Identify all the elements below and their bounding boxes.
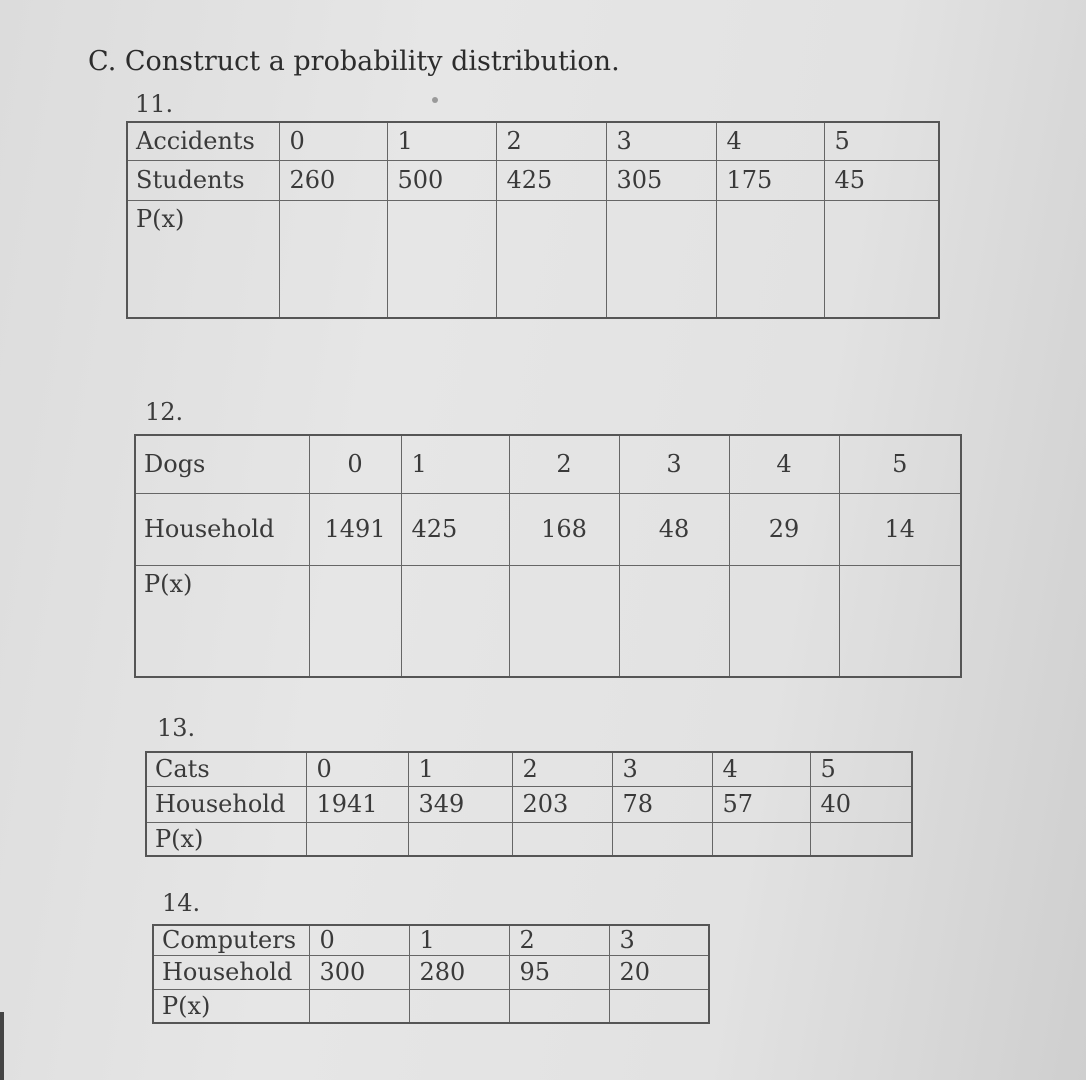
answer-cell[interactable] [309,565,401,677]
table-cell: 20 [609,955,709,989]
table-cell: 1 [401,435,509,493]
table-cell: 0 [306,752,408,786]
row-label: Cats [146,752,306,786]
table-cell: 300 [309,955,409,989]
row-label: Household [135,493,309,565]
table-cell: 203 [512,786,612,822]
answer-cell[interactable] [401,565,509,677]
answer-cell[interactable] [606,200,716,318]
row-label: P(x) [135,565,309,677]
answer-cell[interactable] [279,200,387,318]
table-cell: 29 [729,493,839,565]
problem-13-number: 13. [157,714,196,742]
table-row [135,435,961,493]
table-cell: 2 [512,752,612,786]
table-row [146,822,912,856]
table-cell: 3 [609,925,709,955]
answer-cell[interactable] [309,989,409,1023]
table-cell: 280 [409,955,509,989]
problem-11-number: 11. [135,90,174,118]
decorative-dot [432,97,438,103]
table-row [127,160,939,200]
table-cell: 0 [309,435,401,493]
table-cell: 4 [716,122,824,160]
table-row [153,989,709,1023]
table-cell: 95 [509,955,609,989]
row-label: P(x) [146,822,306,856]
table-cell: 5 [810,752,912,786]
answer-cell[interactable] [729,565,839,677]
table-cell: 2 [509,925,609,955]
row-label: Accidents [127,122,279,160]
problem-12-table [134,434,962,678]
answer-cell[interactable] [619,565,729,677]
row-label: Household [153,955,309,989]
table-cell: 40 [810,786,912,822]
table-cell: 425 [401,493,509,565]
table-cell: 1491 [309,493,401,565]
table-row [153,925,709,955]
table-row [135,493,961,565]
table-row [153,955,709,989]
answer-cell[interactable] [612,822,712,856]
table-cell: 1941 [306,786,408,822]
table-cell: 175 [716,160,824,200]
table-cell: 14 [839,493,961,565]
answer-cell[interactable] [712,822,810,856]
table-row [127,122,939,160]
answer-cell[interactable] [408,822,512,856]
table-cell: 3 [606,122,716,160]
table-cell: 305 [606,160,716,200]
answer-cell[interactable] [409,989,509,1023]
table-cell: 48 [619,493,729,565]
table-cell: 260 [279,160,387,200]
table-cell: 2 [509,435,619,493]
table-cell: 57 [712,786,810,822]
problem-14-table [152,924,710,1024]
table-row [127,200,939,318]
answer-cell[interactable] [810,822,912,856]
table-cell: 168 [509,493,619,565]
table-row [146,786,912,822]
answer-cell[interactable] [716,200,824,318]
row-label: Dogs [135,435,309,493]
answer-cell[interactable] [509,565,619,677]
answer-cell[interactable] [839,565,961,677]
answer-cell[interactable] [512,822,612,856]
table-cell: 1 [387,122,496,160]
table-row [146,752,912,786]
table-cell: 3 [612,752,712,786]
table-cell: 349 [408,786,512,822]
answer-cell[interactable] [496,200,606,318]
problem-11-table [126,121,940,319]
table-cell: 0 [279,122,387,160]
answer-cell[interactable] [306,822,408,856]
answer-cell[interactable] [387,200,496,318]
screen-edge-divider [0,1012,4,1080]
table-cell: 1 [409,925,509,955]
table-cell: 4 [712,752,810,786]
table-cell: 500 [387,160,496,200]
table-cell: 45 [824,160,939,200]
row-label: Household [146,786,306,822]
row-label: Students [127,160,279,200]
section-heading: C. Construct a probability distribution. [88,46,620,77]
table-row [135,565,961,677]
table-cell: 1 [408,752,512,786]
row-label: P(x) [127,200,279,318]
table-cell: 5 [839,435,961,493]
table-cell: 425 [496,160,606,200]
table-cell: 3 [619,435,729,493]
table-cell: 0 [309,925,409,955]
table-cell: 2 [496,122,606,160]
row-label: P(x) [153,989,309,1023]
problem-14-number: 14. [162,889,201,917]
problem-12-number: 12. [145,398,184,426]
table-cell: 78 [612,786,712,822]
answer-cell[interactable] [824,200,939,318]
problem-13-table [145,751,913,857]
table-cell: 5 [824,122,939,160]
table-cell: 4 [729,435,839,493]
row-label: Computers [153,925,309,955]
answer-cell[interactable] [609,989,709,1023]
answer-cell[interactable] [509,989,609,1023]
